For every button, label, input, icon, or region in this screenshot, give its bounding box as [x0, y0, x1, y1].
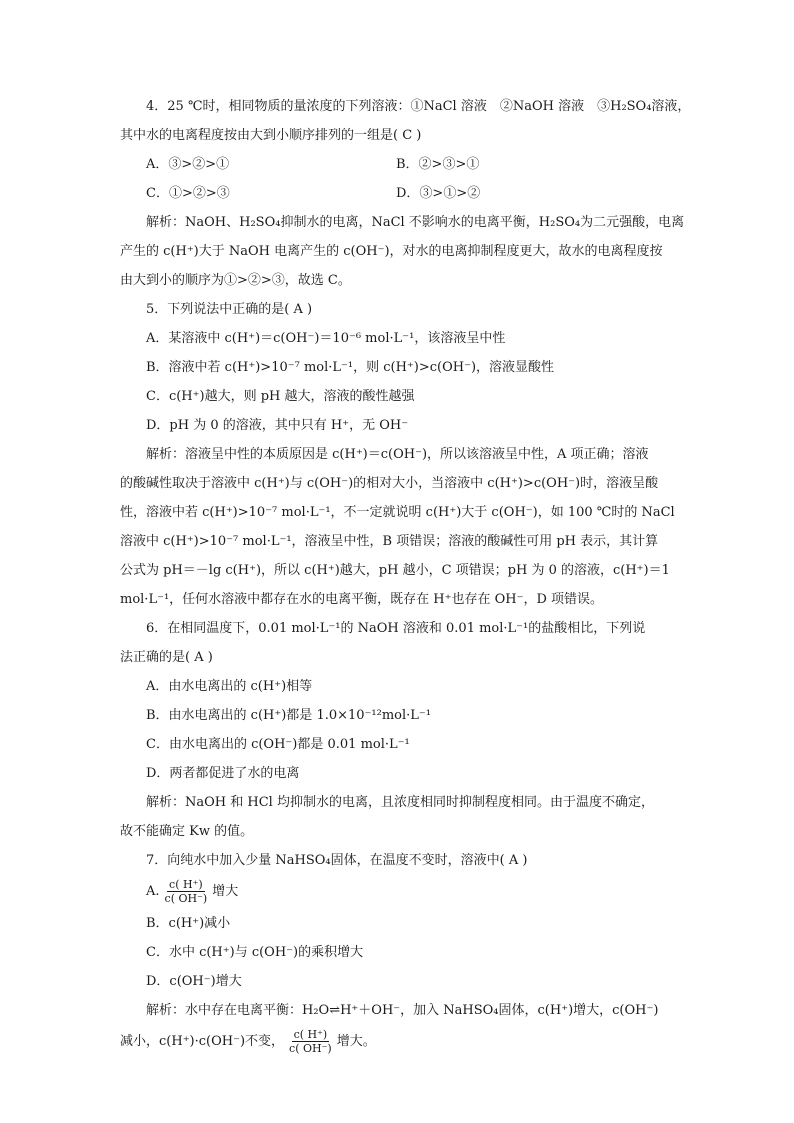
q5-option-d: D．pH 为 0 的溶液，其中只有 H⁺，无 OH⁻: [146, 418, 409, 433]
q4-stem-line2: 其中水的电离程度按由大到小顺序排列的一组是( C ): [120, 128, 422, 143]
q4-explanation-line3: 由大到小的顺序为①>②>③，故选 C。: [120, 273, 351, 288]
q6-option-a: A．由水电离出的 c(H⁺)相等: [146, 679, 313, 694]
document-content: [120, 92, 691, 1059]
q7-option-c: C．水中 c(H⁺)与 c(OH⁻)的乘积增大: [146, 945, 364, 960]
q5-explanation-line6: mol·L⁻¹，任何水溶液中都存在水的电离平衡，既存在 H⁺也存在 OH⁻，D 项错误。: [120, 592, 604, 607]
q6-explanation-line2: 故不能确定 Kw 的值。: [120, 824, 254, 839]
q7-explanation-line2-prefix: 减小，c(H⁺)·c(OH⁻)不变，: [120, 1034, 285, 1049]
q7-option-d: D．c(OH⁻)增大: [146, 974, 242, 989]
fraction-numerator: c( H⁺): [293, 1028, 328, 1041]
q4-options-row1: [120, 150, 680, 179]
q4-option-a: A．③>②>①: [146, 157, 230, 172]
q5-explanation-line3: 性，溶液中若 c(H⁺)>10⁻⁷ mol·L⁻¹，不一定就说明 c(H⁺)大于 c(OH⁻)，如 100 ℃时的 NaCl: [120, 505, 675, 520]
q7-explanation-line2-suffix: 增大。: [336, 1034, 376, 1049]
fraction-denominator: c( OH⁻): [164, 892, 208, 905]
q6-explanation-line1: 解析：NaOH 和 HCl 均抑制水的电离，且浓度相同时抑制程度相同。由于温度不确定，: [146, 795, 654, 810]
q5-explanation-line5: 公式为 pH＝－lg c(H⁺)，所以 c(H⁺)越大，pH 越小，C 项错误；pH 为 0 的溶液，c(H⁺)＝1: [120, 563, 670, 578]
q4-stem-line1: 4．25 ℃时，相同物质的量浓度的下列溶液：①NaCl 溶液 ②NaOH 溶液 ③H₂SO₄溶液，: [146, 99, 691, 114]
q4-explanation-line2: 产生的 c(H⁺)大于 NaOH 电离产生的 c(OH⁻)，对水的电离抑制程度更大，故水的电离程度按: [120, 244, 663, 259]
q7-stem: 7．向纯水中加入少量 NaHSO₄固体，在温度不变时，溶液中( A ): [146, 853, 528, 868]
q6-option-d: D．两者都促进了水的电离: [146, 766, 300, 781]
q5-stem: 5．下列说法中正确的是( A ): [146, 302, 313, 317]
q7-option-a-suffix: 增大: [212, 884, 239, 899]
q6-stem-line1: 6．在相同温度下，0.01 mol·L⁻¹的 NaOH 溶液和 0.01 mol·L⁻¹的盐酸相比，下列说: [146, 621, 646, 636]
q4-option-d: D．③>①>②: [396, 186, 481, 201]
q5-option-b: B．溶液中若 c(H⁺)>10⁻⁷ mol·L⁻¹，则 c(H⁺)>c(OH⁻)，溶液显酸性: [146, 360, 555, 375]
q7-option-a-fraction: [163, 878, 210, 905]
q7-explanation-line2: [120, 1025, 680, 1059]
q5-explanation-line2: 的酸碱性取决于溶液中 c(H⁺)与 c(OH⁻)的相对大小，当溶液中 c(H⁺)>c(OH⁻)时，溶液呈酸: [120, 476, 659, 491]
q7-option-a: [120, 875, 680, 909]
fraction-denominator: c( OH⁻): [289, 1042, 332, 1055]
q5-explanation-line1: 解析：溶液呈中性的本质原因是 c(H⁺)＝c(OH⁻)，所以该溶液呈中性，A 项正确；溶液: [146, 447, 649, 462]
q6-option-b: B．由水电离出的 c(H⁺)都是 1.0×10⁻¹²mol·L⁻¹: [146, 708, 431, 723]
q4-option-c: C．①>②>③: [146, 186, 230, 201]
q5-explanation-line4: 溶液中 c(H⁺)>10⁻⁷ mol·L⁻¹，溶液呈中性，B 项错误；溶液的酸碱性可用 pH 表示，其计算: [120, 534, 659, 549]
q7-explanation-line1: 解析：水中存在电离平衡：H₂O⇌H⁺＋OH⁻，加入 NaHSO₄固体，c(H⁺)增大，c(OH⁻): [146, 1003, 659, 1018]
q7-explanation-fraction: [287, 1028, 334, 1055]
fraction-numerator: c( H⁺): [169, 878, 203, 891]
q7-option-b: B．c(H⁺)减小: [146, 916, 231, 931]
q4-explanation-line1: 解析：NaOH、H₂SO₄抑制水的电离，NaCl 不影响水的电离平衡，H₂SO₄为二元强酸，电离: [146, 215, 685, 230]
q4-option-b: B．②>③>①: [396, 157, 480, 172]
q4-options-row2: [120, 179, 680, 208]
q6-stem-line2: 法正确的是( A ): [120, 650, 213, 665]
q6-option-c: C．由水电离出的 c(OH⁻)都是 0.01 mol·L⁻¹: [146, 737, 410, 752]
q5-option-c: C．c(H⁺)越大，则 pH 越大，溶液的酸性越强: [146, 389, 415, 404]
q5-option-a: A．某溶液中 c(H⁺)＝c(OH⁻)＝10⁻⁶ mol·L⁻¹，该溶液呈中性: [146, 331, 506, 346]
q7-option-a-prefix: A.: [146, 884, 160, 899]
